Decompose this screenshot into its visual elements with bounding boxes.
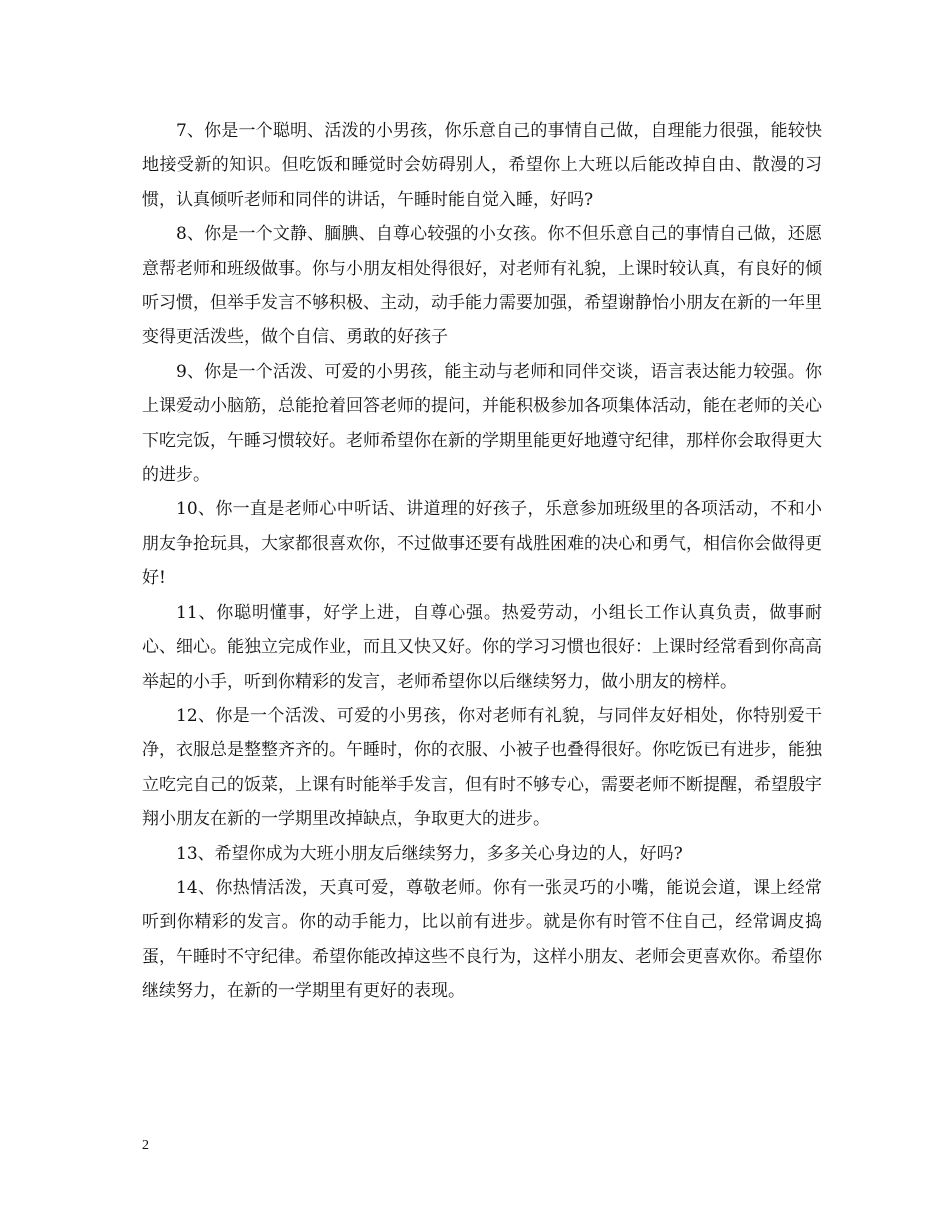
page-number: 2 xyxy=(142,1138,149,1153)
paragraph-14: 14、你热情活泼，天真可爱，尊敬老师。你有一张灵巧的小嘴，能说会道，课上经常听到你精彩的发言。你的动手能力，比以前有进步。就是你有时管不住自己，经常调皮捣蛋，午睡时不守纪律。希望你能改掉这些不良行为，这样小朋友、老师会更喜欢你。希望你继续努力，在新的一学期里有更好的表现。 xyxy=(142,877,822,1002)
paragraph-10: 10、你一直是老师心中听话、讲道理的好孩子，乐意参加班级里的各项活动，不和小朋友争抢玩具，大家都很喜欢你，不过做事还要有战胜困难的决心和勇气，相信你会做得更好! xyxy=(142,499,822,589)
paragraph-12: 12、你是一个活泼、可爱的小男孩，你对老师有礼貌，与同伴友好相处，你特别爱干净，衣服总是整整齐齐的。午睡时，你的衣服、小被子也叠得很好。你吃饭已有进步，能独立吃完自己的饭菜，上课有时能举手发言，但有时不够专心，需要老师不断提醒，希望殷宇翔小朋友在新的一学期里改掉缺点，争取更大的进步。 xyxy=(142,705,822,830)
paragraph-7: 7、你是一个聪明、活泼的小男孩，你乐意自己的事情自己做，自理能力很强，能较快地接受新的知识。但吃饭和睡觉时会妨碍别人，希望你上大班以后能改掉自由、散漫的习惯，认真倾听老师和同伴的讲话，午睡时能自觉入睡，好吗? xyxy=(142,121,822,210)
paragraph-8: 8、你是一个文静、腼腆、自尊心较强的小女孩。你不但乐意自己的事情自己做，还愿意帮老师和班级做事。你与小朋友相处得很好，对老师有礼貌，上课时较认真，有良好的倾听习惯，但举手发言不够积极、主动，动手能力需要加强，希望谢静怡小朋友在新的一年里变得更活泼些，做个自信、勇敢的好孩子 xyxy=(142,224,822,348)
document-body xyxy=(142,114,822,1009)
paragraph-13: 13、希望你成为大班小朋友后继续努力，多多关心身边的人，好吗? xyxy=(176,843,683,864)
paragraph-9: 9、你是一个活泼、可爱的小男孩，能主动与老师和同伴交谈，语言表达能力较强。你上课爱动小脑筋，总能抢着回答老师的提问，并能积极参加各项集体活动，能在老师的关心下吃完饭，午睡习惯较好。老师希望你在新的学期里能更好地遵守纪律，那样你会取得更大的进步。 xyxy=(142,361,822,486)
paragraph-11: 11、你聪明懂事，好学上进，自尊心强。热爱劳动，小组长工作认真负责，做事耐心、细心。能独立完成作业，而且又快又好。你的学习习惯也很好：上课时经常看到你高高举起的小手，听到你精彩的发言，老师希望你以后继续努力，做小朋友的榜样。 xyxy=(142,602,822,692)
